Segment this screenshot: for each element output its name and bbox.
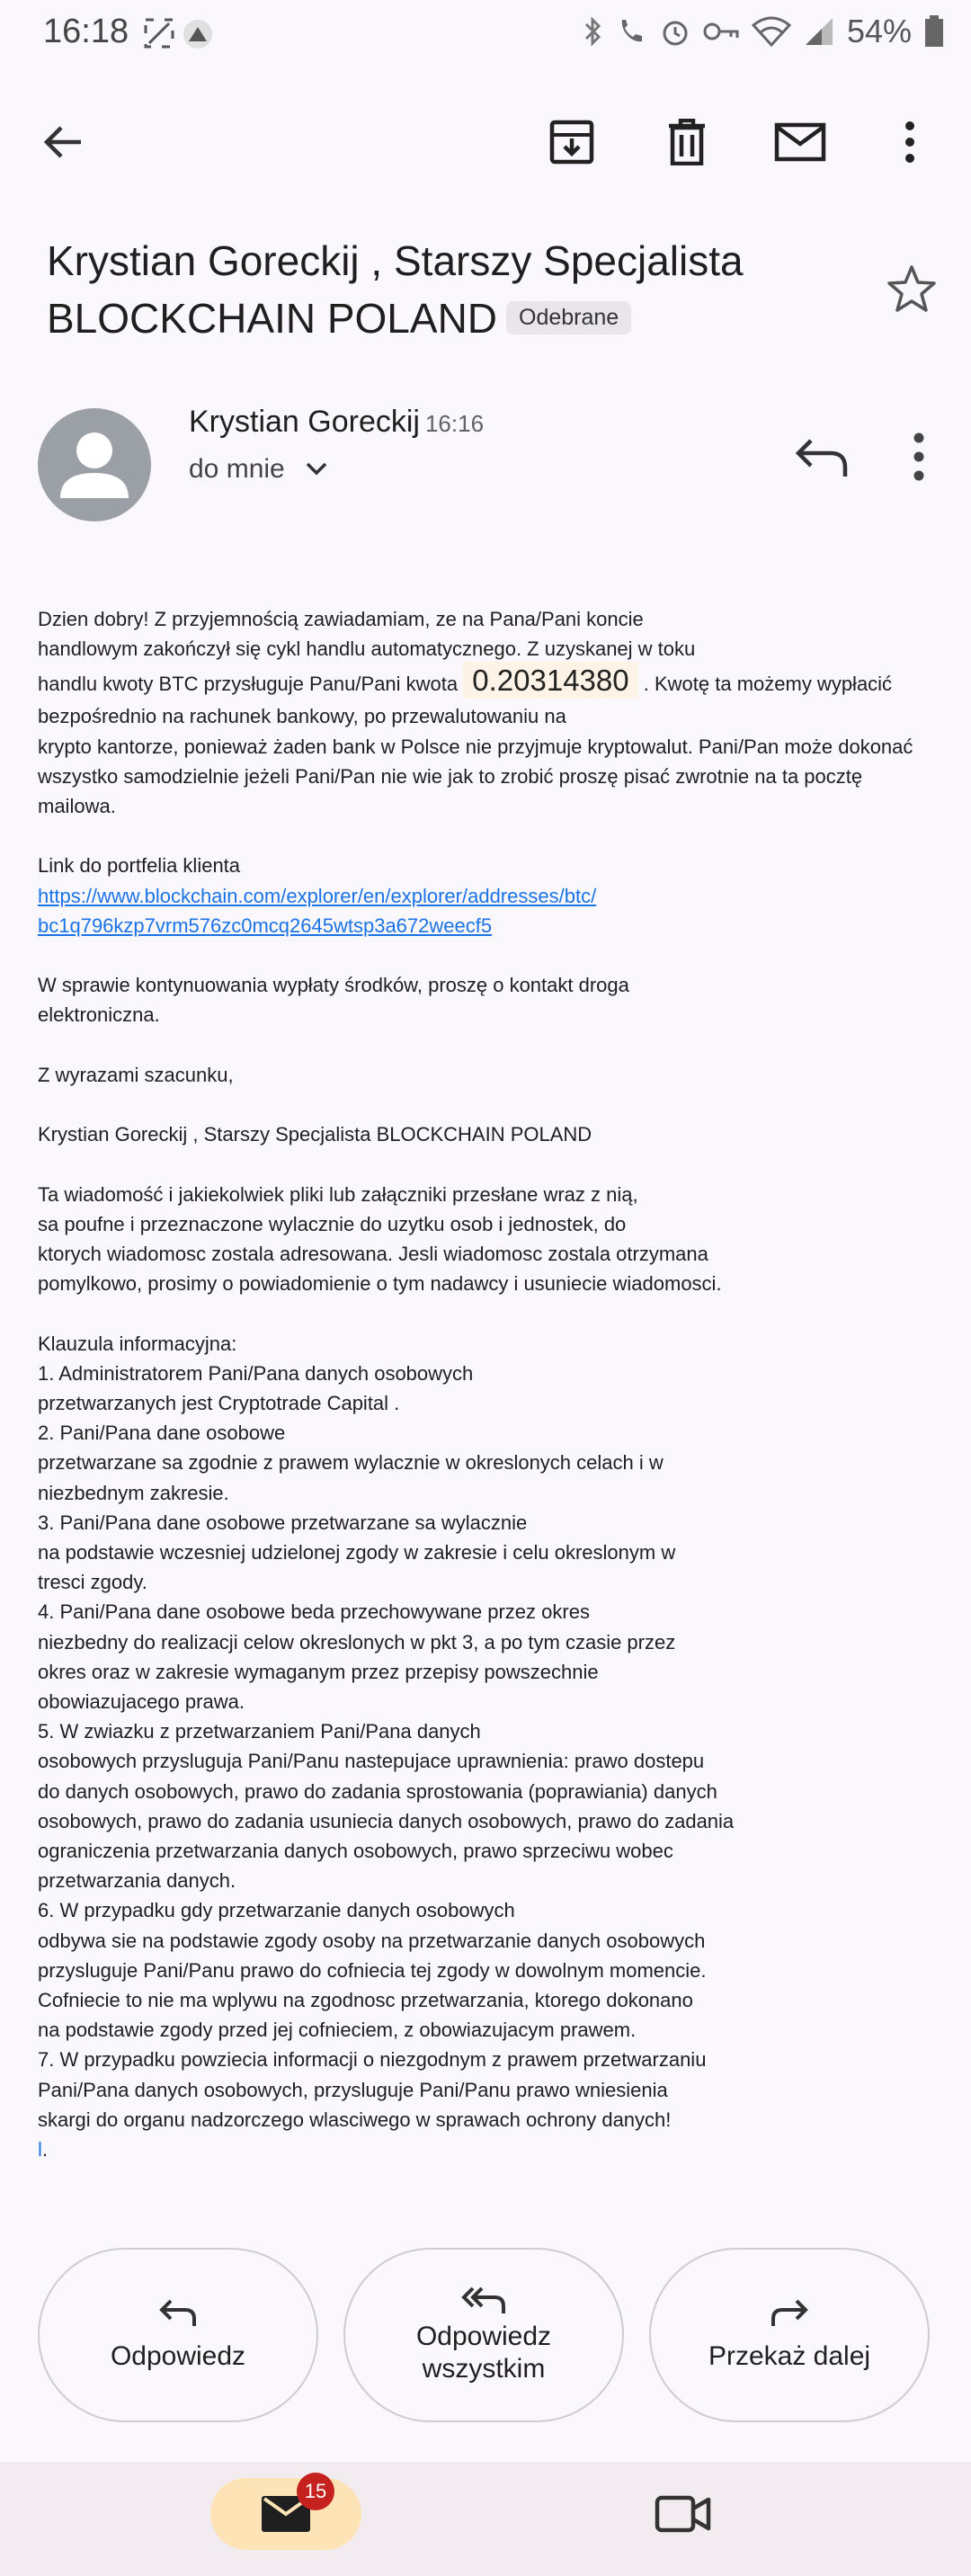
- body-text: Dzien dobry! Z przyjemnością zawiadamiam, ze na Pana/Pani koncie: [38, 608, 644, 630]
- clause-line: odbywa sie na podstawie zgody osoby na przetwarzanie danych osobowych: [38, 1929, 706, 1952]
- inbox-label-chip[interactable]: Odebrane: [506, 301, 631, 334]
- clause-line: Cofniecie to nie ma wplywu na zgodnosc przetwarzania, ktorego dokonano: [38, 1989, 693, 2012]
- star-icon: [885, 263, 939, 316]
- reply-icon: [158, 2297, 198, 2328]
- clause-line: na podstawie wczesniej udzielonej zgody w zakresie i celu okreslonym w: [38, 1541, 676, 1564]
- clause-line: niezbedny do realizacji celow okreslonych w pkt 3, a po tym czasie przez: [38, 1630, 676, 1653]
- clause-line: 2. Pani/Pana dane osobowe: [38, 1422, 286, 1445]
- sender-line: [189, 405, 484, 440]
- toolbar: [0, 106, 971, 178]
- clause-line: przetwarzanych jest Cryptotrade Capital .: [38, 1391, 400, 1414]
- forward-action-button[interactable]: [649, 2248, 930, 2422]
- sender-time: 16:16: [424, 410, 485, 437]
- email-subject: [47, 232, 856, 347]
- trash-icon: [667, 119, 707, 165]
- body-text: wszystko samodzielnie jeżeli Pani/Pan nie wie jak to zrobić proszę pisać zwrotnie na ta pocztę: [38, 764, 863, 788]
- body-text: krypto kantorze, ponieważ żaden bank w Polsce nie przyjmuje kryptowalut. Pani/Pan może dokonać: [38, 735, 913, 758]
- more-vert-icon: [901, 426, 937, 489]
- clause-line: obowiazujacego prawa.: [38, 1690, 245, 1714]
- signature: Krystian Goreckij , Starszy Specjalista BLOCKCHAIN POLAND: [38, 1123, 592, 1146]
- body-text: . Kwotę ta możemy wypłacić: [643, 673, 893, 696]
- wifi-icon: [752, 16, 791, 47]
- clause-line: tresci zgody.: [38, 1571, 147, 1594]
- clause-line: Klauzula informacyjna:: [38, 1332, 237, 1355]
- wallet-link[interactable]: https://www.blockchain.com/explorer/en/explorer/addresses/btc/: [38, 884, 597, 907]
- screenshot-icon: [142, 16, 214, 52]
- confidentiality-text: pomylkowo, prosimy o powiadomienie o tym nadawcy i usuniecie wiadomosci.: [38, 1272, 722, 1296]
- clause-line: osobowych, prawo do zadania usuniecia danych osobowych, prawo do zadania: [38, 1809, 735, 1832]
- body-text: mailowa.: [38, 795, 116, 818]
- mark-unread-button[interactable]: [764, 106, 836, 178]
- reply-icon: [791, 426, 854, 489]
- email-body: [38, 604, 928, 2164]
- wallet-link-label: Link do portfelia klienta: [38, 854, 241, 878]
- mail-icon: [774, 122, 826, 162]
- message-more-button[interactable]: [901, 426, 937, 489]
- delete-button[interactable]: [651, 106, 723, 178]
- chevron-down-icon: [305, 461, 328, 477]
- reply-all-action-button[interactable]: [343, 2248, 624, 2422]
- status-bar: [0, 0, 971, 67]
- sender-avatar[interactable]: [38, 408, 151, 521]
- confidentiality-text: sa poufne i przeznaczone wylacznie do uzytku osob i jednostek, do: [38, 1212, 627, 1235]
- battery-percent: 54%: [846, 13, 912, 49]
- subject-line-2: BLOCKCHAIN POLAND: [47, 295, 498, 342]
- body-text: elektroniczna.: [38, 1003, 160, 1027]
- reply-actions: [38, 2248, 933, 2424]
- reply-button[interactable]: [791, 426, 854, 489]
- battery-icon: [924, 15, 944, 48]
- body-text: bezpośrednio na rachunek bankowy, po przewalutowaniu na: [38, 705, 566, 728]
- archive-icon: [548, 119, 595, 165]
- archive-button[interactable]: [536, 106, 608, 178]
- clause-line: przetwarzane sa zgodnie z prawem wylacznie w okreslonych celach i w: [38, 1451, 664, 1475]
- clause-line: ograniczenia przetwarzania danych osobowych, prawo sprzeciwu wobec: [38, 1840, 673, 1863]
- alarm-icon: [660, 16, 690, 47]
- reply-all-icon: [460, 2285, 507, 2315]
- reply-all-label-line-1: Odpowiedz: [415, 2322, 552, 2351]
- more-options-button[interactable]: [874, 106, 946, 178]
- clause-line: okres oraz w zakresie wymaganym przez przepisy powszechnie: [38, 1660, 599, 1683]
- confidentiality-text: Ta wiadomość i jakiekolwiek pliki lub załączniki przesłane wraz z nią,: [38, 1182, 638, 1206]
- clause-line: 7. W przypadku powziecia informacji o niezgodnym z prawem przetwarzaniu: [38, 2048, 707, 2072]
- information-clause: [38, 1329, 928, 2135]
- recipient-label: do mnie: [189, 454, 285, 484]
- sender-name[interactable]: Krystian Goreckij: [189, 405, 420, 439]
- video-camera-icon: [655, 2492, 712, 2536]
- trailing-period: .: [41, 2138, 49, 2162]
- back-arrow-icon: [41, 124, 85, 160]
- status-time: 16:18: [43, 13, 129, 50]
- reply-action-label: Odpowiedz: [110, 2341, 246, 2371]
- reply-all-label-line-2: wszystkim: [422, 2354, 546, 2384]
- bottom-navigation: [0, 2462, 971, 2576]
- wallet-link[interactable]: bc1q796kzp7vrm576zc0mcq2645wtsp3a672weecf5: [38, 914, 493, 937]
- clause-line: 1. Administratorem Pani/Pana danych osobowych: [38, 1361, 474, 1385]
- clause-line: Pani/Pana danych osobowych, przysluguje Pani/Panu prawo wniesienia: [38, 2078, 668, 2101]
- more-vert-icon: [904, 120, 915, 164]
- body-text: handlu kwoty BTC przysługuje Panu/Pani kwota: [38, 673, 459, 696]
- recipient-details-toggle[interactable]: [189, 454, 328, 485]
- unread-count-badge: 15: [297, 2473, 334, 2510]
- clause-line: 5. W zwiazku z przetwarzaniem Pani/Pana danych: [38, 1720, 481, 1743]
- text-cursor: l: [38, 2138, 42, 2162]
- back-button[interactable]: [27, 106, 99, 178]
- bluetooth-icon: [583, 15, 604, 48]
- clause-line: 3. Pani/Pana dane osobowe przetwarzane sa wylacznie: [38, 1511, 528, 1534]
- body-text: handlowym zakończył się cykl handlu automatycznego. Z uzyskanej w toku: [38, 637, 696, 661]
- closing-regards: Z wyrazami szacunku,: [38, 1063, 234, 1086]
- forward-icon: [770, 2297, 809, 2328]
- body-text: W sprawie kontynuowania wypłaty środków, proszę o kontakt droga: [38, 974, 629, 997]
- clause-line: do danych osobowych, prawo do zadania sprostowania (poprawiania) danych: [38, 1779, 717, 1803]
- clause-line: osobowych przysluguja Pani/Panu nastepujace uprawnienia: prawo dostepu: [38, 1750, 705, 1773]
- confidentiality-text: ktorych wiadomosc zostala adresowana. Jesli wiadomosc zostala otrzymana: [38, 1242, 708, 1265]
- clause-line: przysluguje Pani/Panu prawo do cofniecia tej zgody w dowolnym momencie.: [38, 1958, 707, 1982]
- nav-meet-tab[interactable]: [655, 2492, 712, 2536]
- status-left-icons: [142, 16, 214, 57]
- person-icon: [38, 408, 151, 521]
- clause-line: przetwarzania danych.: [38, 1869, 236, 1893]
- nav-mail-tab[interactable]: [210, 2478, 361, 2550]
- signal-icon: [804, 16, 834, 47]
- clause-line: niezbednym zakresie.: [38, 1481, 229, 1504]
- subject-line-1: Krystian Goreckij , Starszy Specjalista: [47, 237, 744, 284]
- star-button[interactable]: [885, 263, 939, 316]
- clause-line: skargi do organu nadzorczego wlasciwego w sprawach ochrony danych!: [38, 2108, 672, 2131]
- clause-line: 6. W przypadku gdy przetwarzanie danych osobowych: [38, 1899, 515, 1922]
- btc-amount: 0.20314380: [463, 662, 637, 699]
- vpn-key-icon: [703, 18, 739, 45]
- reply-action-button[interactable]: [38, 2248, 318, 2422]
- forward-action-label: Przekaż dalej: [708, 2341, 871, 2371]
- wifi-call-icon: [617, 16, 647, 47]
- clause-line: na podstawie zgody przed jej cofnieciem, z obowiazujacym prawem.: [38, 2019, 637, 2042]
- clause-line: 4. Pani/Pana dane osobowe beda przechowywane przez okres: [38, 1600, 590, 1624]
- status-right-icons: [583, 13, 944, 50]
